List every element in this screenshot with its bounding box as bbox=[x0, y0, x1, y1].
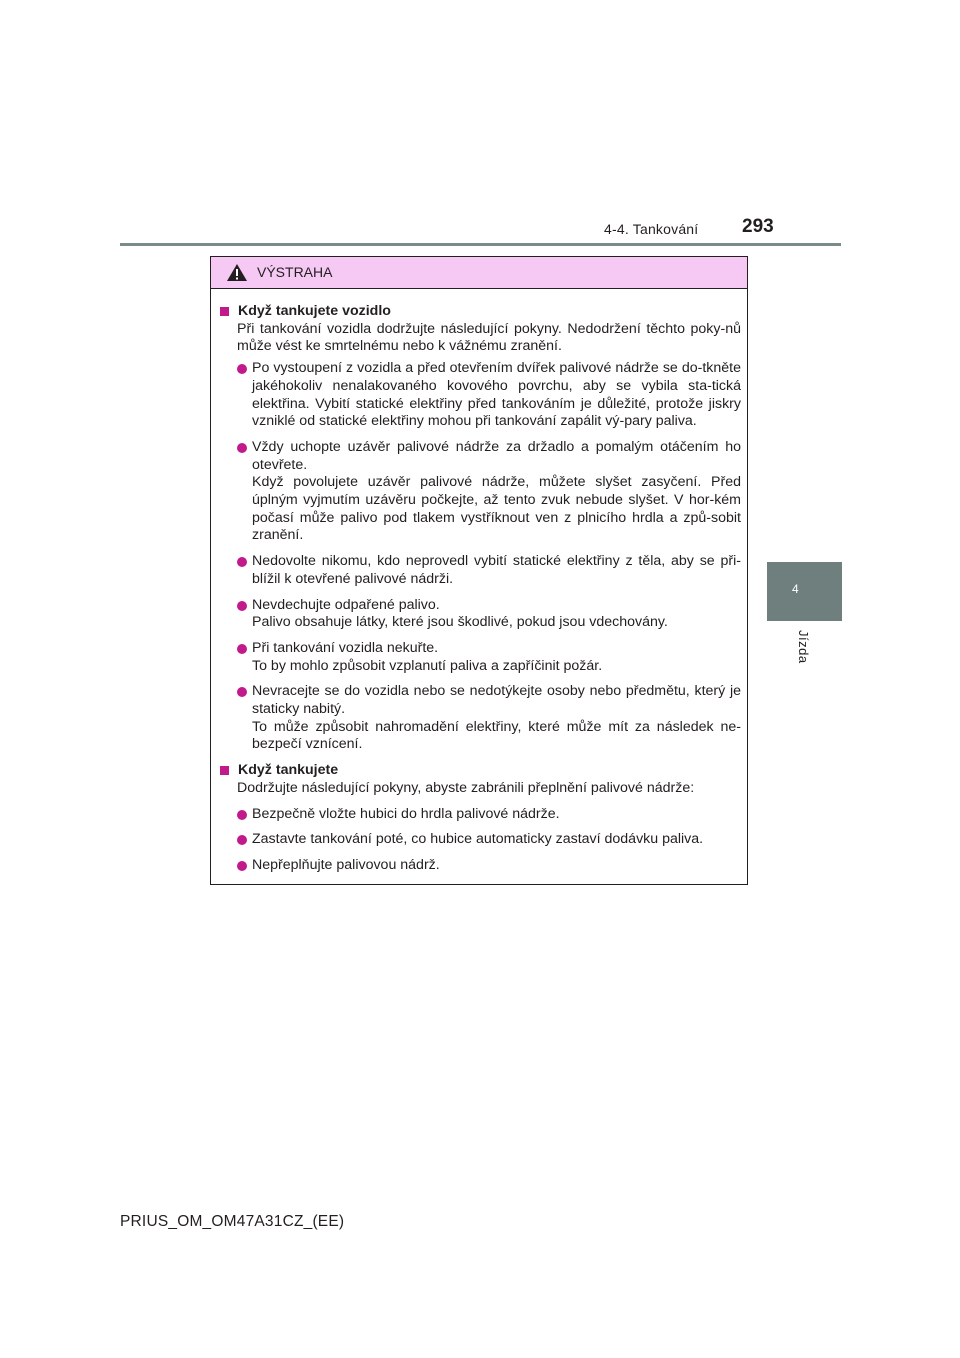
section-intro: Při tankování vozidla dodržujte následující pokyny. Nedodržení těchto poky-nů může vést ke smrtelnému nebo k vážnému zranění. bbox=[237, 320, 741, 355]
list-item: Zastavte tankování poté, co hubice automaticky zastaví dodávku paliva. bbox=[220, 831, 741, 849]
section-intro: Dodržujte následující pokyny, abyste zabránili přeplnění palivové nádrže: bbox=[237, 779, 695, 796]
page-number: 293 bbox=[742, 216, 774, 237]
document-code: PRIUS_OM_OM47A31CZ_(EE) bbox=[120, 1213, 345, 1230]
list-item: Vždy uchopte uzávěr palivové nádrže za držadlo a pomalým otáčením ho otevřete. Když povolujete uzávěr palivové nádrže, můžete slyšet zasyčení. Před úplným vyjmutím uzávěru počkejte, až tento zvuk nebude slyšet. V hor-kém počasí může palivo pod tlakem vystříknout ven z plnicího hrdla a způ-sobit zranění. bbox=[220, 439, 741, 545]
list-item: Nevracejte se do vozidla nebo se nedotýkejte osoby nebo předmětu, který je staticky nabitý. To může způsobit nahromadění elektřiny, které může mít za následek ne-bezpečí vznícení. bbox=[220, 683, 741, 754]
chapter-number: 4 bbox=[792, 582, 799, 596]
circle-bullet-icon bbox=[237, 364, 247, 374]
chapter-label: Jízda bbox=[796, 630, 811, 664]
circle-bullet-icon bbox=[237, 835, 247, 845]
circle-bullet-icon bbox=[237, 687, 247, 697]
chapter-tab bbox=[767, 562, 842, 621]
circle-bullet-icon bbox=[237, 557, 247, 567]
list-item: Po vystoupení z vozidla a před otevřením dvířek palivové nádrže se do-tkněte jakéhokoliv nenalakovaného kovového povrchu, aby se vybila sta-tická elektřina. Vybití statické elektřiny před tankováním je důležité, protože jiskry vzniklé od statické elektřiny mohou při tankování zapálit vý-pary paliva. bbox=[220, 360, 741, 431]
header-divider bbox=[120, 243, 841, 246]
circle-bullet-icon bbox=[237, 443, 247, 453]
circle-bullet-icon bbox=[237, 861, 247, 871]
list-item: Nepřeplňujte palivovou nádrž. bbox=[220, 857, 741, 875]
list-item: Nedovolte nikomu, kdo neprovedl vybití statické elektřiny z těla, aby se při-blížil k otevřené palivové nádrži. bbox=[220, 553, 741, 588]
list-item: Při tankování vozidla nekuřte. To by mohlo způsobit vzplanutí paliva a zapříčinit požár. bbox=[220, 640, 741, 675]
square-bullet-icon bbox=[220, 307, 229, 316]
list-item: Nevdechujte odpařené palivo. Palivo obsahuje látky, které jsou škodlivé, pokud jsou vdechovány. bbox=[220, 597, 741, 632]
circle-bullet-icon bbox=[237, 601, 247, 611]
warning-header bbox=[211, 257, 747, 289]
warning-body bbox=[211, 289, 747, 875]
section-title: 4-4. Tankování bbox=[604, 221, 699, 237]
circle-bullet-icon bbox=[237, 810, 247, 820]
warning-triangle-icon bbox=[226, 263, 248, 282]
square-bullet-icon bbox=[220, 766, 229, 775]
section-heading: Když tankujete bbox=[220, 762, 741, 780]
warning-box bbox=[210, 256, 748, 885]
circle-bullet-icon bbox=[237, 644, 247, 654]
list-item: Bezpečně vložte hubici do hrdla palivové nádrže. bbox=[220, 806, 741, 824]
warning-title: VÝSTRAHA bbox=[257, 264, 333, 280]
section-heading: Když tankujete vozidlo bbox=[220, 303, 741, 321]
